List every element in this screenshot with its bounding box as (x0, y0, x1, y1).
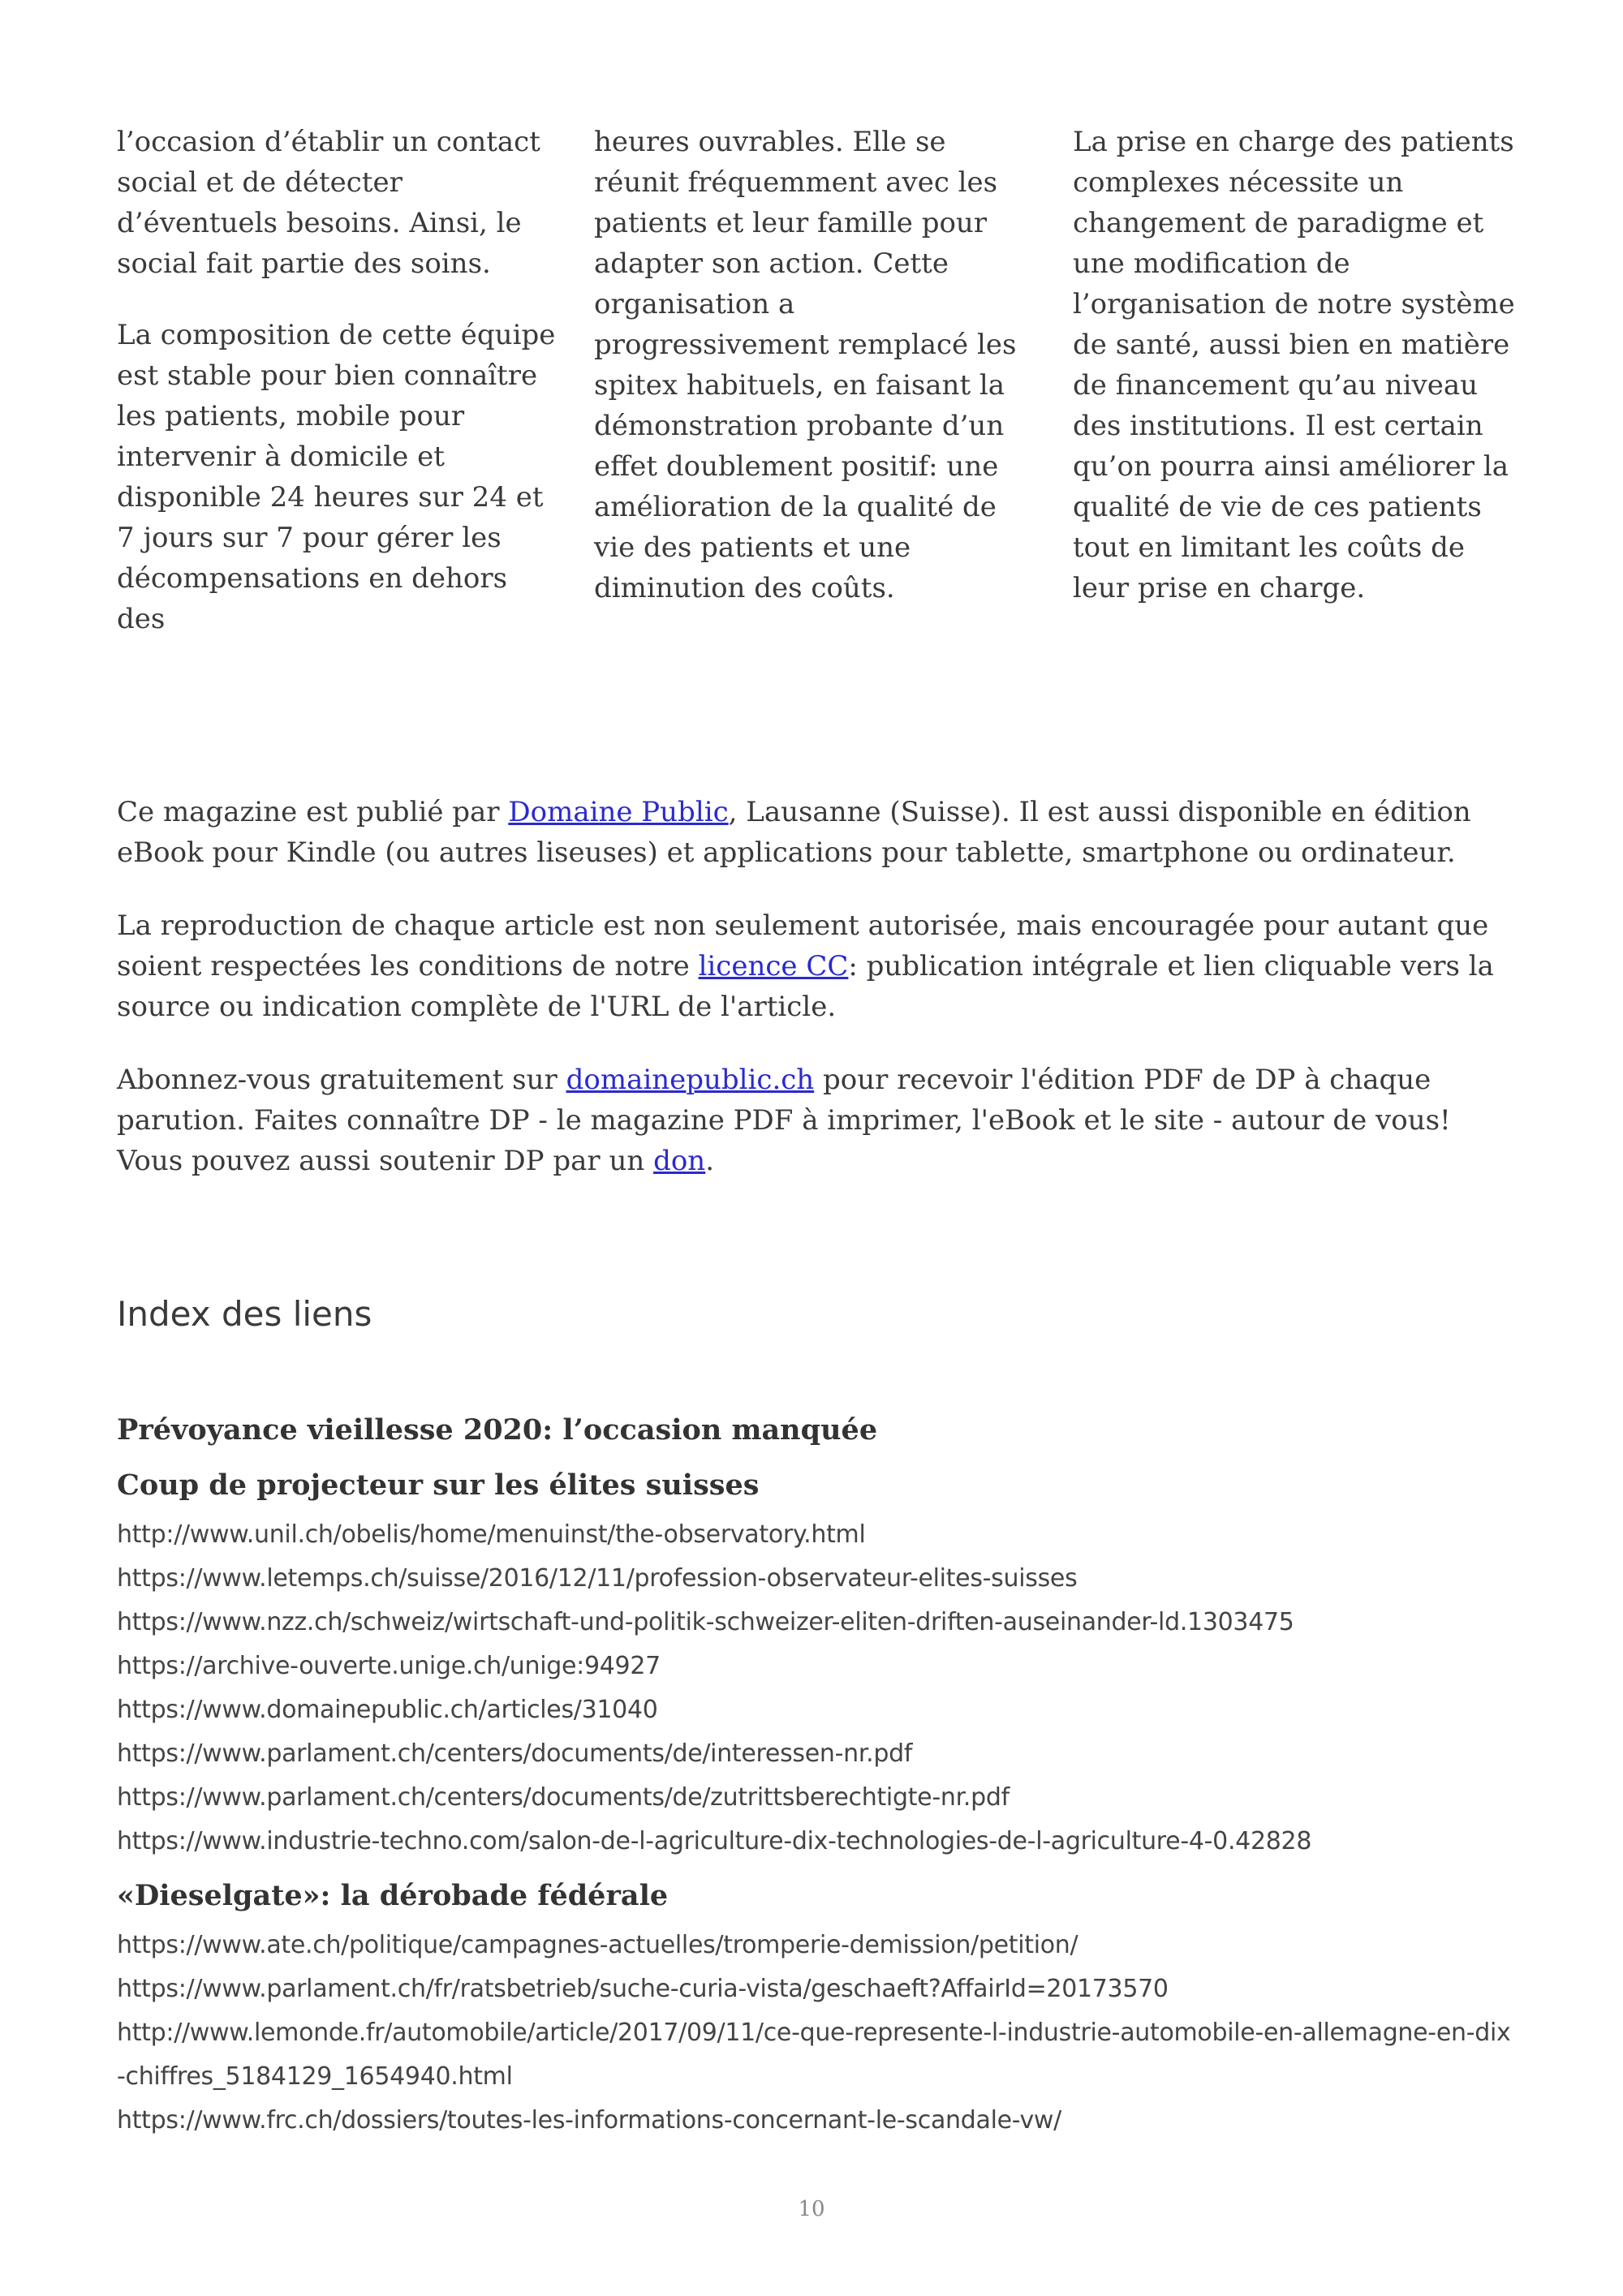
colophon-text: Abonnez-vous gratuitement sur (117, 1064, 566, 1096)
page-number: 10 (798, 2197, 825, 2221)
index-article (117, 1873, 1513, 2143)
colophon-license-paragraph (117, 905, 1513, 1027)
link-index (117, 1408, 1513, 2152)
colophon-publisher-paragraph (117, 792, 1513, 873)
colophon-text: , Lausanne (Suisse). Il est aussi disponible en édition eBook pour Kindle (ou autres liseuses) et applications pour tablette, smartphone ou ordinateur. (117, 796, 1471, 869)
index-article-title: Prévoyance vieillesse 2020: l’occasion manquée (117, 1413, 878, 1447)
domainepublic-ch-link[interactable]: domainepublic.ch (566, 1064, 815, 1096)
column-paragraph: La prise en charge des patients complexes nécessite un changement de paradigme et une modification de l’organisation de notre système de santé, aussi bien en matière de financement qu’au niveau des institutions. Il est certain qu’on pourra ainsi améliorer la qualité de vie de ces patients tout en limitant les coûts de leur prise en charge. (1073, 126, 1515, 604)
licence-cc-link[interactable]: licence CC (698, 950, 849, 982)
index-link-url[interactable]: https://www.ate.ch/politique/campagnes-actuelles/tromperie-demission/petition/ (117, 1931, 1078, 1959)
index-link-url[interactable]: https://www.frc.ch/dossiers/toutes-les-informations-concernant-le-scandale-vw/ (117, 2106, 1061, 2135)
colophon-text: Ce magazine est publié par (117, 796, 509, 828)
article-column-1 (117, 122, 559, 670)
column-paragraph: La composition de cette équipe est stable pour bien connaître les patients, mobile pour intervenir à domicile et disponible 24 heures sur 24 et 7 jours sur 7 pour gérer les décompensations en dehors des (117, 319, 556, 635)
index-link-url[interactable]: https://archive-ouverte.unige.ch/unige:94927 (117, 1652, 661, 1680)
index-link-url[interactable]: http://www.unil.ch/obelis/home/menuinst/the-observatory.html (117, 1520, 866, 1549)
colophon-text: La reproduction de chaque article est non seulement autorisée, mais encouragée pour autant que soient respectées les conditions de notre (117, 909, 1489, 982)
index-link-url[interactable]: http://www.lemonde.fr/automobile/article/2017/09/11/ce-que-represente-l-industrie-automobile-en-allemagne-en-dix-chiffres_5184129_1654940.html (117, 2019, 1511, 2091)
index-link-url[interactable]: https://www.industrie-techno.com/salon-de-l-agriculture-dix-technologies-de-l-agriculture-4-0.42828 (117, 1827, 1312, 1855)
index-link-url[interactable]: https://www.parlament.ch/fr/ratsbetrieb/suche-curia-vista/geschaeft?AffairId=20173570 (117, 1975, 1169, 2003)
index-title: Index des liens (117, 1294, 372, 1334)
index-link-url[interactable]: https://www.domainepublic.ch/articles/31040 (117, 1696, 658, 1724)
index-link-url[interactable]: https://www.letemps.ch/suisse/2016/12/11/profession-observateur-elites-suisses (117, 1564, 1078, 1593)
article-column-2 (594, 122, 1036, 639)
article-column-3 (1073, 122, 1515, 639)
index-article (117, 1463, 1513, 1864)
colophon-text: . (705, 1145, 715, 1177)
index-link-url[interactable]: https://www.nzz.ch/schweiz/wirtschaft-und-politik-schweizer-eliten-driften-auseinander-ld.1303475 (117, 1608, 1294, 1636)
index-link-url[interactable]: https://www.parlament.ch/centers/documents/de/zutrittsberechtigte-nr.pdf (117, 1783, 1010, 1812)
index-link-url[interactable]: https://www.parlament.ch/centers/documents/de/interessen-nr.pdf (117, 1739, 913, 1768)
column-paragraph: l’occasion d’établir un contact social et de détecter d’éventuels besoins. Ainsi, le social fait partie des soins. (117, 126, 540, 280)
index-article (117, 1408, 1513, 1453)
index-article-title: «Dieselgate»: la dérobade fédérale (117, 1879, 669, 1912)
domaine-public-link[interactable]: Domaine Public (508, 796, 729, 828)
colophon (117, 792, 1513, 1214)
index-article-title: Coup de projecteur sur les élites suisses (117, 1468, 760, 1502)
colophon-subscribe-paragraph (117, 1060, 1513, 1181)
colophon-text: pour recevoir l'édition PDF de DP à chaque parution. Faites connaître DP - le magazine PDF à imprimer, l'eBook et le site - autour de vous! Vous pouvez aussi soutenir DP par un (117, 1064, 1451, 1177)
colophon-text: : publication intégrale et lien cliquable vers la source ou indication complète de l'URL de l'article. (117, 950, 1494, 1023)
column-paragraph: heures ouvrables. Elle se réunit fréquemment avec les patients et leur famille pour adapter son action. Cette organisation a progressivement remplacé les spitex habituels, en faisant la démonstration probante d’un effet doublement positif: une amélioration de la qualité de vie des patients et une diminution des coûts. (594, 126, 1017, 604)
don-link[interactable]: don (653, 1145, 706, 1177)
